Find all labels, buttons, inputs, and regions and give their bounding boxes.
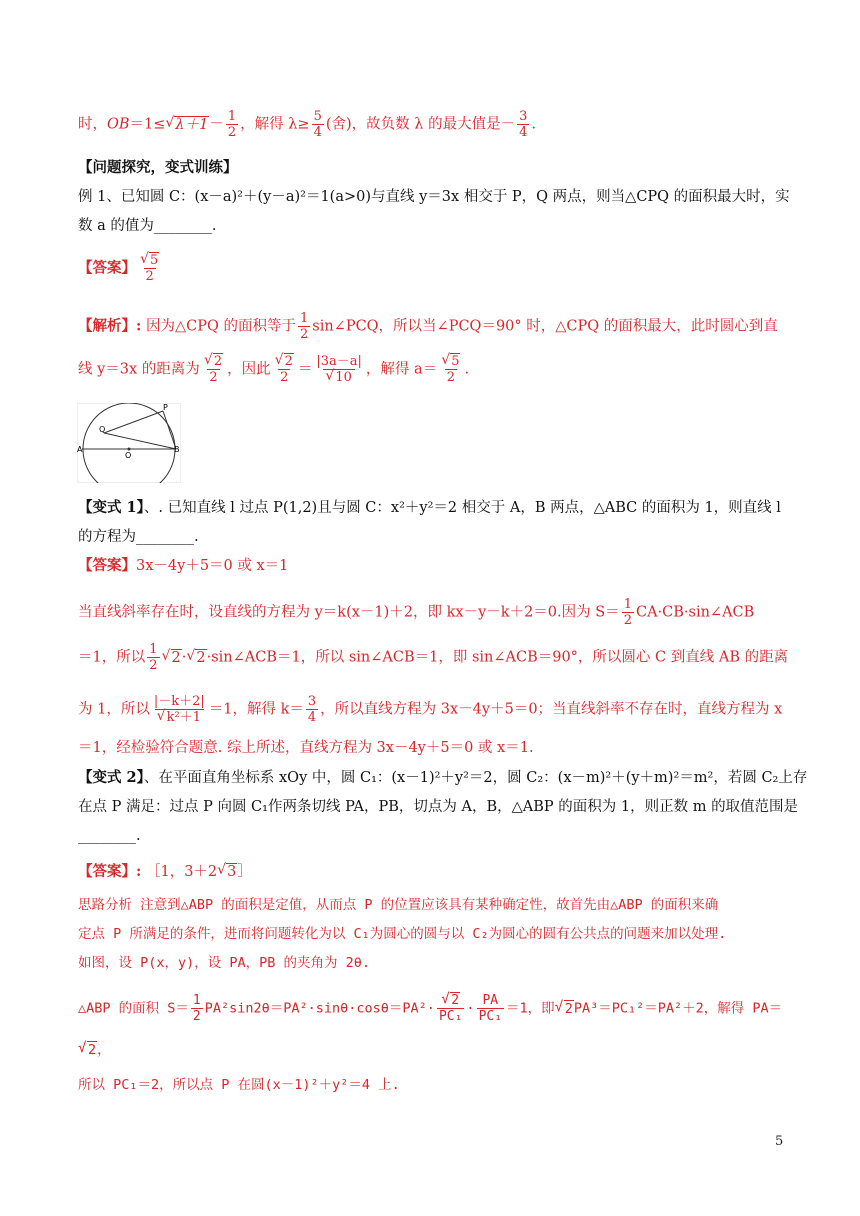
solution-label: 【解析】:	[78, 317, 142, 335]
circle-figure	[77, 403, 181, 483]
variant1-line2: 的方程为________.	[78, 529, 199, 545]
analysis-line5: √ 2，	[78, 1040, 111, 1060]
answer-label: 【答案】:	[78, 863, 142, 880]
text: 10	[335, 370, 352, 385]
text: (舍)，故负数 λ 的最大值是－	[325, 116, 516, 133]
numerator: 3	[519, 109, 528, 124]
numerator: 3	[307, 694, 317, 709]
text: 时，	[78, 116, 107, 133]
variant1-solution-line3	[78, 695, 782, 724]
fraction	[226, 110, 238, 139]
text: ［1，3＋2	[141, 864, 218, 880]
variant2-line1	[78, 768, 807, 788]
text: ＝1≤	[129, 116, 166, 133]
text: ，所以直线方程为 3x－4y＋5＝0；当直线斜率不存在时，直线方程为 x	[320, 701, 783, 718]
text: ，	[97, 1042, 111, 1058]
text: 5	[150, 253, 159, 268]
fraction	[152, 695, 207, 724]
text: λ＋1	[175, 116, 209, 133]
numerator: |－k＋2|	[153, 694, 205, 709]
variant2-line2: 在点 P 满足：过点 P 向圆 C₁作两条切线 PA，PB，切点为 A，B，△ABP 的面积为 1，则正数 m 的取值范围是	[78, 799, 799, 815]
text: .	[464, 361, 470, 378]
answer1	[78, 254, 163, 283]
text: ＝1，即	[506, 1000, 555, 1017]
section-title: 【问题探究，变式训练】	[78, 159, 238, 176]
text: sin∠PCQ，所以当∠PCQ＝90° 时，△CPQ 的面积最大，此时圆心到直	[312, 318, 778, 335]
answer-label: 【答案】	[78, 259, 136, 277]
text: ，解得 λ≥	[240, 116, 310, 133]
fraction: √ $\frac{2}{2}$	[273, 355, 296, 384]
numerator: |3a－a|	[316, 354, 362, 369]
text: ·	[466, 1000, 475, 1017]
text: ，解得 a＝	[365, 361, 438, 378]
analysis-line4: △ABP 的面积 S＝ $\frac{1}{2}$ PA²sin2θ＝PA²·sinθ·cosθ＝PA²· √ $\frac{2}{\text{PC₁}}$ · $\frac{PA}{\text{PC₁}}$ ＝1，即√ 2PA³＝PC₁²＝PA²＋2，解得 PA＝	[78, 994, 782, 1023]
variant2-line3: ________.	[78, 828, 141, 844]
intro-line	[78, 110, 536, 139]
variant1-line1	[78, 498, 781, 518]
variant-label: 【变式 2】	[78, 769, 144, 786]
text: .	[531, 116, 536, 133]
denominator: PC₁	[438, 1009, 463, 1024]
numerator: 5	[313, 109, 322, 124]
answer-label: 【答案】	[78, 557, 136, 574]
denominator: 2	[145, 269, 154, 284]
text: ·sin∠ACB＝1，所以 sin∠ACB＝1，即 sin∠ACB＝90°，所以圆心 C 到直线 AB 的距离	[206, 649, 789, 666]
variant1-solution-line1	[78, 598, 754, 627]
fraction	[314, 355, 364, 384]
fraction	[306, 695, 318, 724]
solution1-line1	[78, 312, 778, 341]
fraction: √ $\frac{2}{\text{PC₁}}$	[437, 994, 464, 1023]
text: OB	[107, 116, 130, 133]
fraction	[312, 110, 324, 139]
fraction	[138, 254, 161, 283]
text: ＝1，所以	[78, 649, 146, 666]
text: △ABP 的面积 S＝	[78, 1000, 189, 1017]
fraction: $\frac{1}{2}$	[192, 993, 201, 1024]
denominator: 4	[519, 125, 528, 140]
fraction: √ $\frac{5}{2}$	[439, 355, 462, 384]
denominator: 2	[227, 125, 237, 140]
denominator: PC₁	[478, 1009, 503, 1024]
label-p: P	[163, 403, 168, 412]
text: PA²sin2θ＝PA²·sinθ·cosθ＝PA²·	[204, 1000, 435, 1017]
fraction	[477, 994, 504, 1023]
numerator: 1	[299, 311, 309, 326]
text: CA·CB·sin∠ACB	[635, 604, 755, 621]
text: PA³＝PC₁²＝PA²＋2，解得 PA＝	[573, 1000, 783, 1017]
variant1-solution-line4: ＝1，经检验符合题意. 综上所述，直线方程为 3x－4y＋5＝0 或 x＝1.	[78, 740, 534, 756]
denominator: 2	[299, 327, 309, 342]
text: 为 1，所以	[78, 701, 150, 718]
text: 、在平面直角坐标系 xOy 中，圆 C₁：(x－1)²＋y²＝2，圆 C₂：(x－m)²＋(y＋m)²＝m²，若圆 C₂上存	[143, 770, 808, 786]
text: ＝1，解得 k＝	[208, 701, 304, 718]
fraction	[517, 110, 529, 139]
fraction: √ $\frac{2}{2}$	[202, 355, 225, 384]
text: ］	[237, 864, 252, 880]
numerator: 1	[227, 109, 237, 124]
fraction: $\frac{1}{2}$	[623, 597, 632, 628]
variant-label: 【变式 1】	[78, 499, 144, 516]
label-q: Q	[99, 425, 106, 434]
page-number: 5	[775, 1134, 784, 1149]
variant1-solution-line2: ＝1，所以 $\frac{1}{2}$ √ 2·√ 2·sin∠ACB＝1，所以 sin∠ACB＝1，即 sin∠ACB＝90°，所以圆心 C 到直线 AB 的距离	[78, 643, 788, 672]
denominator: 4	[307, 710, 317, 725]
example1-line1: 例 1、已知圆 C：(x－a)²＋(y－a)²＝1(a>0)与直线 y＝3x 相交于 P，Q 两点，则当△CPQ 的面积最大时，实	[78, 189, 790, 205]
text: ·	[181, 649, 187, 666]
answer3: 【答案】: ［1，3＋2√ 3］	[78, 862, 252, 882]
text: 3x－4y＋5＝0 或 x＝1	[136, 558, 289, 574]
analysis-line1: 思路分析 注意到△ABP 的面积是定值，从而点 P 的位置应该具有某种确定性，故首先由△ABP 的面积来确	[78, 897, 719, 913]
analysis-line2: 定点 P 所满足的条件，进而将问题转化为以 C₁为圆心的圆与以 C₂为圆心的圆有公共点的问题来加以处理.	[78, 926, 727, 942]
text: k²＋1	[166, 710, 201, 725]
example1-line2: 数 a 的值为________.	[78, 218, 217, 234]
text: ，因此	[227, 361, 271, 378]
analysis-line3: 如图，设 P(x，y)，设 PA，PB 的夹角为 2θ.	[78, 955, 371, 971]
denominator: 4	[313, 125, 322, 140]
analysis-line6: 所以 PC₁＝2，所以点 P 在圆(x－1)²＋y²＝4 上.	[78, 1077, 400, 1093]
text: 、. 已知直线 l 过点 P(1,2)且与圆 C：x²＋y²＝2 相交于 A，B 两点，△ABC 的面积为 1，则直线 l	[143, 500, 781, 516]
text: －	[209, 116, 224, 133]
label-b: B	[174, 445, 180, 454]
text: 因为△CPQ 的面积等于	[141, 318, 296, 335]
text: 线 y＝3x 的距离为	[78, 361, 200, 378]
text: 当直线斜率存在时，设直线的方程为 y＝k(x－1)＋2，即 kx－y－k＋2＝0.因为 S＝	[78, 604, 620, 621]
label-a: A	[77, 445, 83, 454]
solution1-line2: 线 y＝3x 的距离为 √ $\frac{2}{2}$ ，因此 √ $\frac{2}{2}$ ＝ |3a－a| √ 10 ，解得 a＝ √ $\frac{5}{2}$ .	[78, 355, 469, 384]
label-o: O	[125, 451, 132, 460]
fraction: $\frac{1}{2}$	[149, 642, 158, 673]
fraction	[298, 312, 310, 341]
answer2	[78, 556, 288, 576]
sqrt-expression	[165, 115, 209, 135]
numerator: PA	[482, 993, 499, 1008]
